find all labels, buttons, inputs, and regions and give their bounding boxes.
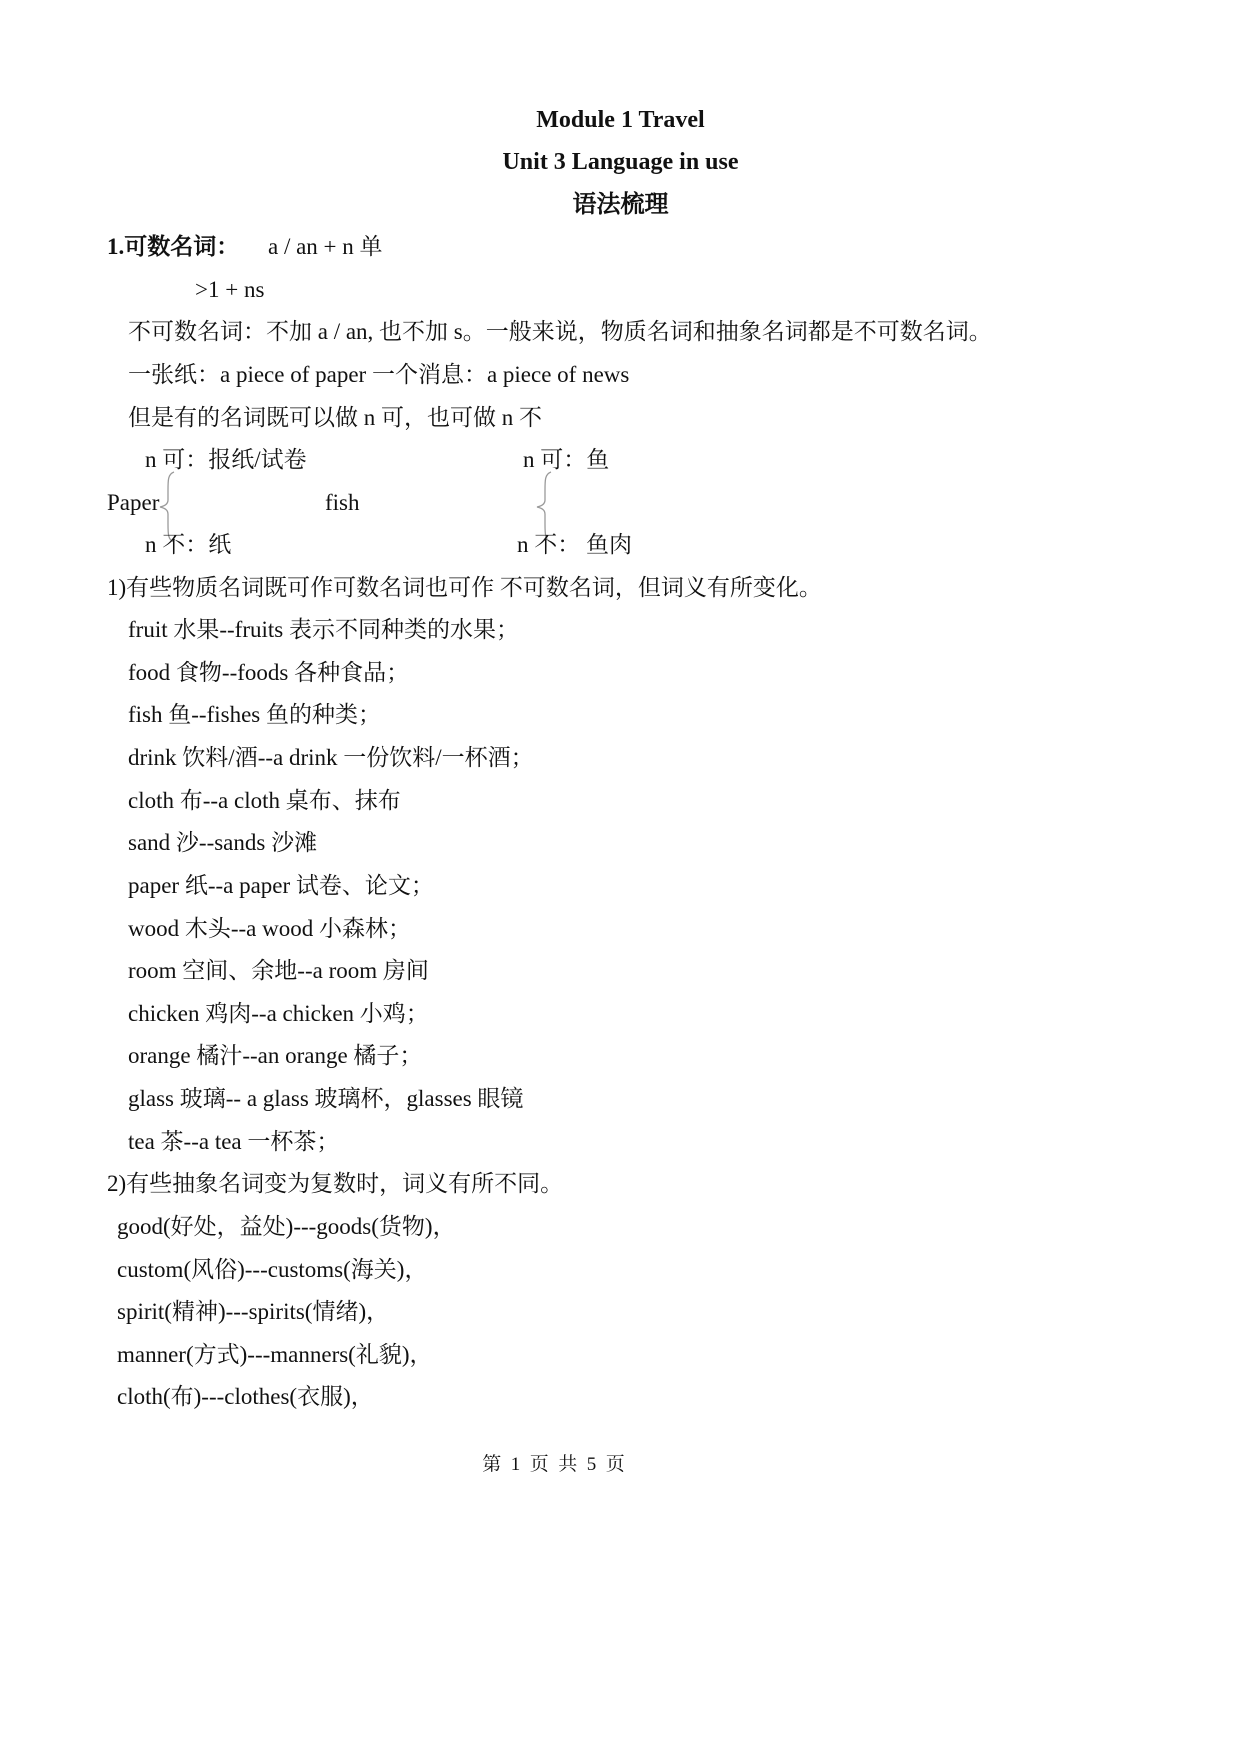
list-item: cloth 布--a cloth 桌布、抹布 bbox=[128, 788, 401, 813]
paper-uncountable-meaning: n 不：纸 bbox=[145, 532, 232, 557]
paper-countable-meaning: n 可：报纸/试卷 bbox=[145, 447, 307, 472]
paper-word: Paper bbox=[107, 490, 160, 515]
countable-rule-singular: a / an + n 单 bbox=[268, 234, 383, 259]
abstract-nouns-heading: 2)有些抽象名词变为复数时，词义有所不同。 bbox=[107, 1171, 564, 1196]
list-item: paper 纸--a paper 试卷、论文； bbox=[128, 873, 434, 898]
list-item: cloth(布)---clothes(衣服)， bbox=[117, 1384, 374, 1409]
countable-rule-plural: >1 + ns bbox=[195, 277, 265, 302]
fish-uncountable-meaning: n 不： 鱼肉 bbox=[517, 532, 632, 557]
fish-countable-meaning: n 可：鱼 bbox=[523, 447, 610, 472]
uncountable-examples: 一张纸：a piece of paper 一个消息：a piece of news bbox=[128, 362, 630, 387]
list-item: fish 鱼--fishes 鱼的种类； bbox=[128, 702, 381, 727]
material-nouns-heading: 1)有些物质名词既可作可数名词也可作 不可数名词，但词义有所变化。 bbox=[107, 575, 822, 600]
dual-use-note: 但是有的名词既可以做 n 可，也可做 n 不 bbox=[128, 405, 542, 430]
list-item: good(好处，益处)---goods(货物)， bbox=[117, 1214, 456, 1239]
countable-heading: 1.可数名词： bbox=[107, 234, 240, 259]
unit-title: Unit 3 Language in use bbox=[502, 149, 739, 175]
module-title: Module 1 Travel bbox=[536, 107, 705, 133]
list-item: chicken 鸡肉--a chicken 小鸡； bbox=[128, 1001, 429, 1026]
fish-word: fish bbox=[325, 490, 360, 515]
section-title: 语法梳理 bbox=[572, 192, 669, 218]
list-item: sand 沙--sands 沙滩 bbox=[128, 830, 318, 855]
list-item: wood 木头--a wood 小森林； bbox=[128, 916, 411, 941]
list-item: glass 玻璃-- a glass 玻璃杯，glasses 眼镜 bbox=[128, 1086, 524, 1111]
list-item: manner(方式)---manners(礼貌)， bbox=[117, 1342, 433, 1367]
list-item: tea 茶--a tea 一杯茶； bbox=[128, 1129, 340, 1154]
list-item: fruit 水果--fruits 表示不同种类的水果； bbox=[128, 617, 519, 642]
list-item: orange 橘汁--an orange 橘子； bbox=[128, 1043, 423, 1068]
uncountable-definition: 不可数名词：不加 a / an, 也不加 s。一般来说，物质名词和抽象名词都是不可数名词。 bbox=[128, 319, 992, 344]
list-item: spirit(精神)---spirits(情绪)， bbox=[117, 1299, 390, 1324]
page-number: 第 1 页 共 5 页 bbox=[482, 1454, 625, 1475]
list-item: custom(风俗)---customs(海关)， bbox=[117, 1257, 428, 1282]
list-item: drink 饮料/酒--a drink 一份饮料/一杯酒； bbox=[128, 745, 534, 770]
list-item: room 空间、余地--a room 房间 bbox=[128, 958, 429, 983]
list-item: food 食物--foods 各种食品； bbox=[128, 660, 410, 685]
